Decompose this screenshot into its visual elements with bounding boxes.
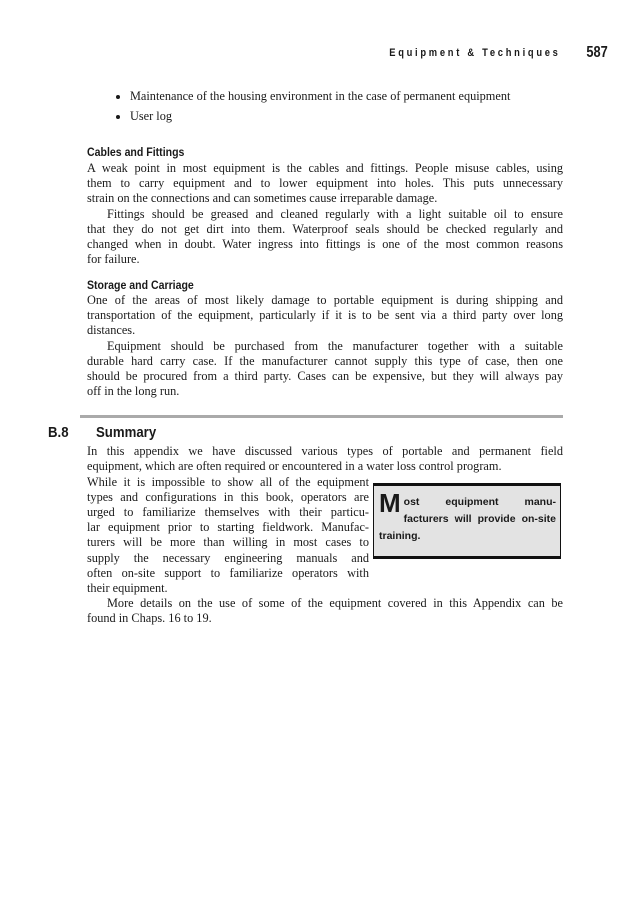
bullet-item <box>130 109 172 124</box>
section-title: Summary <box>96 424 157 441</box>
text-line: for failure. <box>87 252 140 267</box>
text-line: transportation of the equipment, particularly if it is to be sent via a third party over long <box>87 308 563 323</box>
bullet-icon <box>116 95 120 99</box>
callout-dropcap: M <box>379 488 401 518</box>
text-line: Fittings should be greased and cleaned regularly with a light suitable oil to ensure <box>107 206 563 221</box>
text-line: One of the areas of most likely damage to portable equipment is during shipping and <box>87 293 563 307</box>
text-line: urged to familiarize themselves with their particu- <box>87 504 369 519</box>
text-line: Equipment should be purchased from the manufacturer together with a suitable <box>107 338 563 353</box>
text-line: their equipment. <box>87 580 168 595</box>
subheading-cables: Cables and Fittings <box>87 145 185 159</box>
pull-quote-callout <box>373 483 561 559</box>
callout-line: facturers will provide on-site <box>403 513 556 525</box>
text-line: distances. <box>87 323 136 338</box>
text-line: them to carry equipment and to lower equipment into holes. This puts unnecessary <box>87 176 563 191</box>
running-header-title: Equipment & Techniques <box>389 47 561 59</box>
bullet-item <box>130 89 510 104</box>
bullet-text: Maintenance of the housing environment in the case of permanent equipment <box>130 89 511 103</box>
text-line: In this appendix we have discussed various types of portable and permanent field <box>87 444 563 458</box>
text-line: lar equipment prior to starting fieldwork. Manufac- <box>87 520 369 535</box>
page-number: 587 <box>586 44 608 61</box>
text-line: A weak point in most equipment is the cables and fittings. People misuse cables, using <box>87 161 563 175</box>
callout-line: training. <box>379 530 421 542</box>
text-line: While it is impossible to show all of the equipment <box>87 474 369 489</box>
callout-line: ost equipment manu- <box>403 496 556 508</box>
text-line: turers will be more than willing in most cases to <box>87 535 369 550</box>
text-line: types and configurations in this book, operators are <box>87 489 369 504</box>
text-line: equipment, which are often required or encountered in a water loss control program. <box>87 459 502 474</box>
text-line: changed when in doubt. Water ingress into fittings is one of the most common reasons <box>87 236 563 251</box>
section-divider <box>80 415 563 418</box>
text-line: often on-site support to familiarize operators with <box>87 565 369 580</box>
text-line: found in Chaps. 16 to 19. <box>87 611 212 626</box>
text-line: supply the necessary engineering manuals and <box>87 550 369 565</box>
bullet-text: User log <box>130 109 173 123</box>
text-line: strain on the connections and can sometimes cause irreparable damage. <box>87 191 438 206</box>
text-line: that they do not get dirt into them. Waterproof seals should be checked regularly and <box>87 221 563 236</box>
text-line: durable hard carry case. If the manufacturer cannot supply this type of case, then one <box>87 353 563 368</box>
bullet-icon <box>116 115 120 119</box>
text-line: off in the long run. <box>87 384 180 399</box>
subheading-storage: Storage and Carriage <box>87 278 194 292</box>
text-line: should be procured from a third party. Cases can be expensive, but they will always pay <box>87 368 563 383</box>
section-number: B.8 <box>48 424 69 441</box>
text-line: More details on the use of some of the equipment covered in this Appendix can be <box>107 596 563 610</box>
